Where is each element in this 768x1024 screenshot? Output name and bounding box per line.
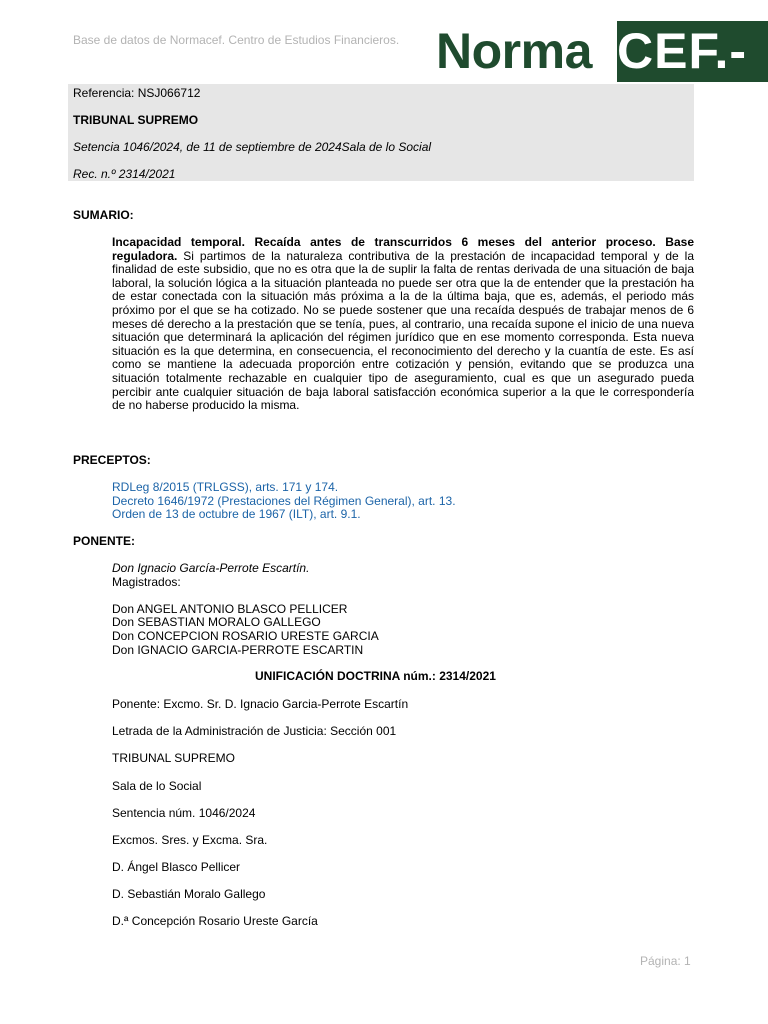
body-line: TRIBUNAL SUPREMO — [112, 751, 235, 765]
body-line: D. Ángel Blasco Pellicer — [112, 860, 241, 874]
body-line: Ponente: Excmo. Sr. D. Ignacio Garcia-Perrote Escartín — [112, 697, 409, 711]
unificacion-heading: UNIFICACIÓN DOCTRINA núm.: 2314/2021 — [255, 669, 496, 683]
header-database-text: Base de datos de Normacef. Centro de Estudios Financieros. — [73, 33, 400, 47]
precepto-link[interactable]: Decreto 1646/1972 (Prestaciones del Régimen General), art. 13. — [112, 494, 456, 508]
body-line: Sala de lo Social — [112, 779, 202, 793]
court-name: TRIBUNAL SUPREMO — [73, 113, 199, 127]
rec-number: Rec. n.º 2314/2021 — [73, 167, 176, 181]
preceptos-heading: PRECEPTOS: — [73, 453, 151, 467]
logo-norma-text: Norma — [436, 23, 592, 79]
sumario-heading: SUMARIO: — [73, 208, 134, 222]
body-line: D. Sebastián Moralo Gallego — [112, 887, 266, 901]
ponente-heading: PONENTE: — [73, 534, 136, 548]
sumario-body: Si partimos de la naturaleza contributiva de la prestación de incapacidad temporal y de la finalidad de este subsidio, que no es otra que la de suplir la falta de rentas derivada de una situación de baja laboral, la solución lógica a la situación planteada no puede ser otra que la de entender que la prestación ha de estar conectada con la situación más próxima a la de la última baja, que es, además, el periodo más próximo por el que se ha cotizado. No se puede sostener que una recaída después de trabajar menos de 6 meses dé derecho a la prestación que se tenía, pues, al contrario, una recaída supone el inicio de una nueva situación que determinará la aplicación del régimen jurídico que en ese momento corresponda. Esta nueva situación es la que determina, en consecuencia, el reconocimiento del derecho y la cuantía de este. Es así como se mantiene la adecuada proporción entre cotización y pensión, evitando que se produzca una situación totalmente rechazable en cualquier tipo de aseguramiento, cual es que un asegurado pueda percibir ante cualquier situación de baja laboral satisfacción económica superior a la que le correspondería de no haberse producido la misma. — [112, 248, 694, 413]
logo-cef-box — [617, 21, 768, 82]
logo-cef-text: CEF.- — [617, 23, 747, 79]
page-number: Página: 1 — [640, 954, 691, 968]
normacef-logo[interactable] — [434, 21, 768, 82]
sentence-info: Setencia 1046/2024, de 11 de septiembre de 2024Sala de lo Social — [73, 140, 432, 154]
body-line: Sentencia núm. 1046/2024 — [112, 806, 256, 820]
magistrado-item: Don IGNACIO GARCIA-PERROTE ESCARTIN — [112, 643, 364, 657]
reference-id: Referencia: NSJ066712 — [73, 86, 201, 100]
magistrado-item: Don CONCEPCION ROSARIO URESTE GARCIA — [112, 629, 379, 643]
precepto-link[interactable]: RDLeg 8/2015 (TRLGSS), arts. 171 y 174. — [112, 480, 339, 494]
magistrados-label: Magistrados: — [112, 575, 181, 589]
sumario-title: Incapacidad temporal. Recaída antes de transcurridos 6 meses del anterior proceso. Base reguladora. — [112, 235, 694, 263]
sumario-text — [112, 236, 694, 413]
ponente-name: Don Ignacio García-Perrote Escartín. — [112, 561, 310, 575]
magistrado-item: Don ANGEL ANTONIO BLASCO PELLICER — [112, 602, 348, 616]
body-line: Letrada de la Administración de Justicia: Sección 001 — [112, 724, 397, 738]
precepto-link[interactable]: Orden de 13 de octubre de 1967 (ILT), art. 9.1. — [112, 507, 361, 521]
body-line: D.ª Concepción Rosario Ureste García — [112, 914, 318, 928]
magistrado-item: Don SEBASTIAN MORALO GALLEGO — [112, 615, 321, 629]
body-line: Excmos. Sres. y Excma. Sra. — [112, 833, 268, 847]
